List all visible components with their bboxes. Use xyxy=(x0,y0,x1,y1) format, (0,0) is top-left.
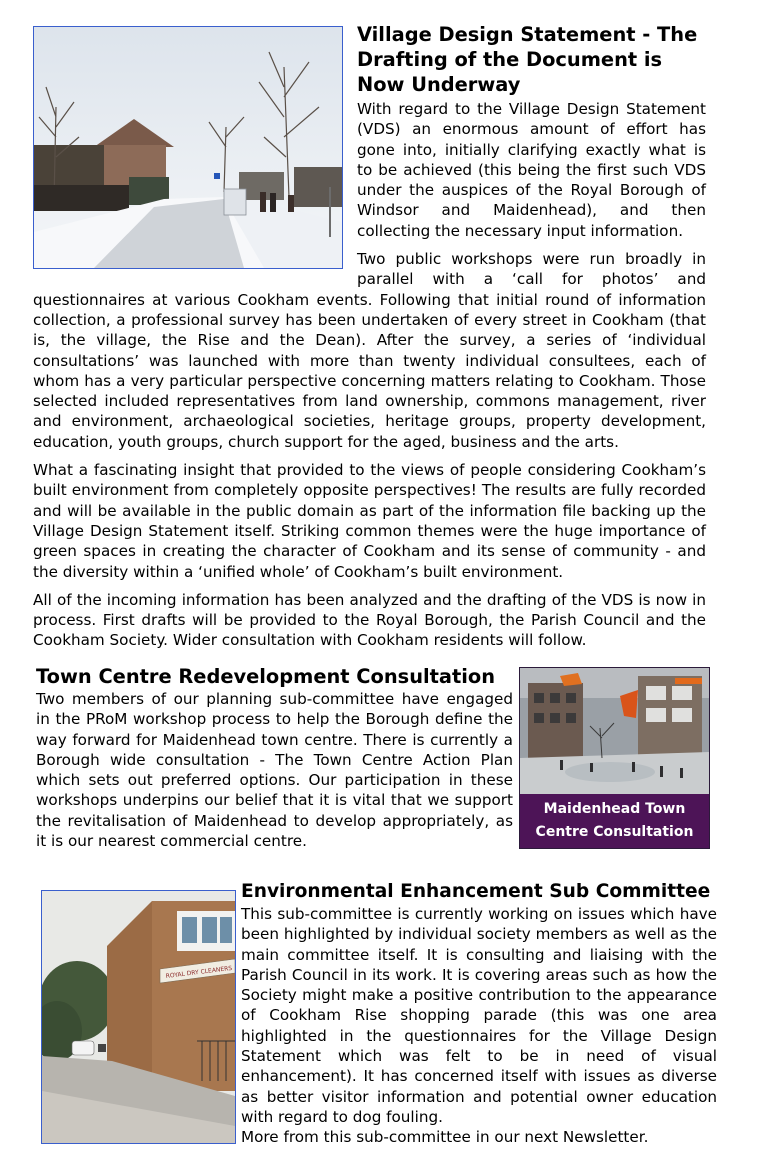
town-centre-image-caption xyxy=(520,794,709,848)
vds-paragraph-4: All of the incoming information has been analyzed and the drafting of the VDS is now in process. First drafts will be provided to the Royal Borough, the Parish Council and the Cookham Society. Wider consultation with Cookham residents will follow. xyxy=(33,590,706,650)
caption-line-1: Maidenhead Town xyxy=(543,801,686,817)
town-centre-body: Two members of our planning sub-committee have engaged in the PRoM workshop process to help the Borough define the way forward for Maidenhead town centre. There is currently a Borough wide consultation - The Town Centre Action Plan which sets out preferred options. Our participation in these workshops underpins our belief that it is vital that we support the revitalisation of Maidenhead to develop appropriately, as it is our nearest commercial centre. xyxy=(36,690,513,851)
vds-section xyxy=(33,22,706,651)
vds-heading: Village Design Statement - The Drafting of the Document is Now Underway xyxy=(357,23,698,96)
snowy-street-photo xyxy=(33,26,343,269)
environment-closing: More from this sub-committee in our next Newsletter. xyxy=(241,1128,649,1147)
environment-body: This sub-committee is currently working on issues which have been highlighted by individual society members as well as the main committee itself. It is consulting and liaising with the Parish Council in its work. It is covering areas such as how the Society might make a positive contribution to the appearance of Cookham Rise shopping parade (this was one area highlighted in the questionnaires for the Village Design Statement which was felt to be in need of visual enhancement). It has concerned itself with issues as diverse as better visitor information and potential owner education with regard to dog fouling. xyxy=(241,905,717,1126)
vds-paragraph-1: With regard to the Village Design Statement (VDS) an enormous amount of effort has gone into, initially clarifying exactly what is to be achieved (this being the first such VDS under the auspices of the Royal Borough of Windsor and Maidenhead), and then collecting the necessary input information. xyxy=(357,100,706,240)
town-centre-heading: Town Centre Redevelopment Consultation xyxy=(36,665,496,688)
vds-paragraph-2: Two public workshops were run broadly in parallel with a ‘call for photos’ and questionnaires at various Cookham events. Following that initial round of information collection, a professional survey has been undertaken of every street in Cookham (that is, the village, the Rise and the Dean). After the survey, a series of ‘individual consultations’ was launched with more than twenty individual consultees, each of whom has a very particular perspective concerning matters relating to Cookham. Those selected included representatives from land ownership, commons management, river and environment, archaeological societies, heritage groups, property development, education, youth groups, church support for the aged, business and the arts. xyxy=(33,250,706,451)
environment-heading: Environmental Enhancement Sub Committee xyxy=(241,881,711,902)
town-centre-consultation-image xyxy=(519,667,710,849)
caption-line-2: Centre Consultation xyxy=(535,824,694,840)
town-centre-section xyxy=(36,664,710,853)
shopping-parade-photo xyxy=(41,890,236,1144)
environment-section xyxy=(41,880,717,1148)
vds-paragraph-3: What a fascinating insight that provided to the views of people considering Cookham’s built environment from completely opposite perspectives! The results are fully recorded and will be available in the public domain as part of the information file backing up the Village Design Statement itself. Striking common themes were the huge importance of green spaces in creating the character of Cookham and its sense of community - and the diversity within a ‘unified whole’ of Cookham’s built environment. xyxy=(33,461,706,581)
shop-sign-text: ROYAL DRY CLEANERS xyxy=(165,964,233,980)
